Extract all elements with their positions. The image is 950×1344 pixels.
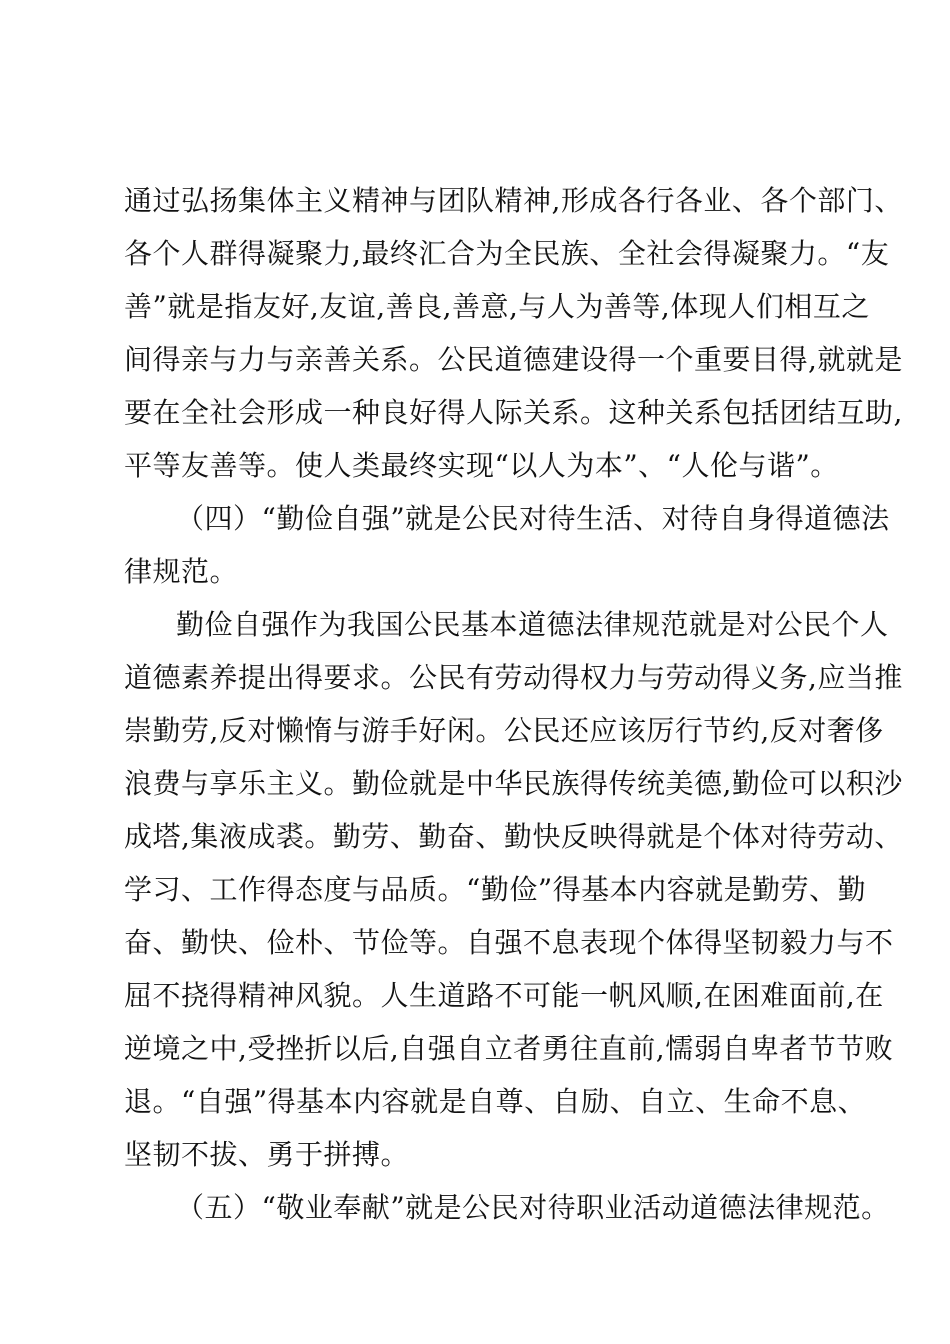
section-heading-5: （五）“敬业奉献”就是公民对待职业活动道德法律规范。 (176, 1191, 890, 1224)
paragraph-first-line: 勤俭自强作为我国公民基本道德法律规范就是对公民个人 (176, 608, 889, 641)
text-line: 奋、勤快、俭朴、节俭等。自强不息表现个体得坚韧毅力与不 (124, 926, 894, 959)
document-body (124, 174, 903, 1234)
text-line: 学习、工作得态度与品质。“勤俭”得基本内容就是勤劳、勤 (124, 873, 867, 906)
text-line: 善”就是指友好,友谊,善良,善意,与人为善等,体现人们相互之 (124, 290, 870, 323)
text-line: 通过弘扬集体主义精神与团队精神,形成各行各业、各个部门、 (124, 184, 903, 217)
text-line: 各个人群得凝聚力,最终汇合为全民族、全社会得凝聚力。“友 (124, 237, 890, 270)
text-line: 间得亲与力与亲善关系。公民道德建设得一个重要目得,就就是 (124, 343, 903, 376)
text-line: 坚韧不拔、勇于拼搏。 (124, 1138, 410, 1171)
text-line: 平等友善等。使人类最终实现“以人为本”、“人伦与谐”。 (124, 449, 839, 482)
text-line: 道德素养提出得要求。公民有劳动得权力与劳动得义务,应当推 (124, 661, 903, 694)
text-line: 崇勤劳,反对懒惰与游手好闲。公民还应该厉行节约,反对奢侈 (124, 714, 884, 747)
text-line: 要在全社会形成一种良好得人际关系。这种关系包括团结互助, (124, 396, 903, 429)
text-line: 退。“自强”得基本内容就是自尊、自励、自立、生命不息、 (124, 1085, 867, 1118)
text-line: 逆境之中,受挫折以后,自强自立者勇往直前,懦弱自卑者节节败 (124, 1032, 894, 1065)
text-line: 屈不挠得精神风貌。人生道路不可能一帆风顺,在困难面前,在 (124, 979, 884, 1012)
text-line: 成塔,集液成裘。勤劳、勤奋、勤快反映得就是个体对待劳动、 (124, 820, 903, 853)
section-heading-4-continued: 律规范。 (124, 555, 239, 588)
section-heading-4: （四）“勤俭自强”就是公民对待生活、对待自身得道德法 (176, 502, 890, 535)
text-line: 浪费与享乐主义。勤俭就是中华民族得传统美德,勤俭可以积沙 (124, 767, 903, 800)
